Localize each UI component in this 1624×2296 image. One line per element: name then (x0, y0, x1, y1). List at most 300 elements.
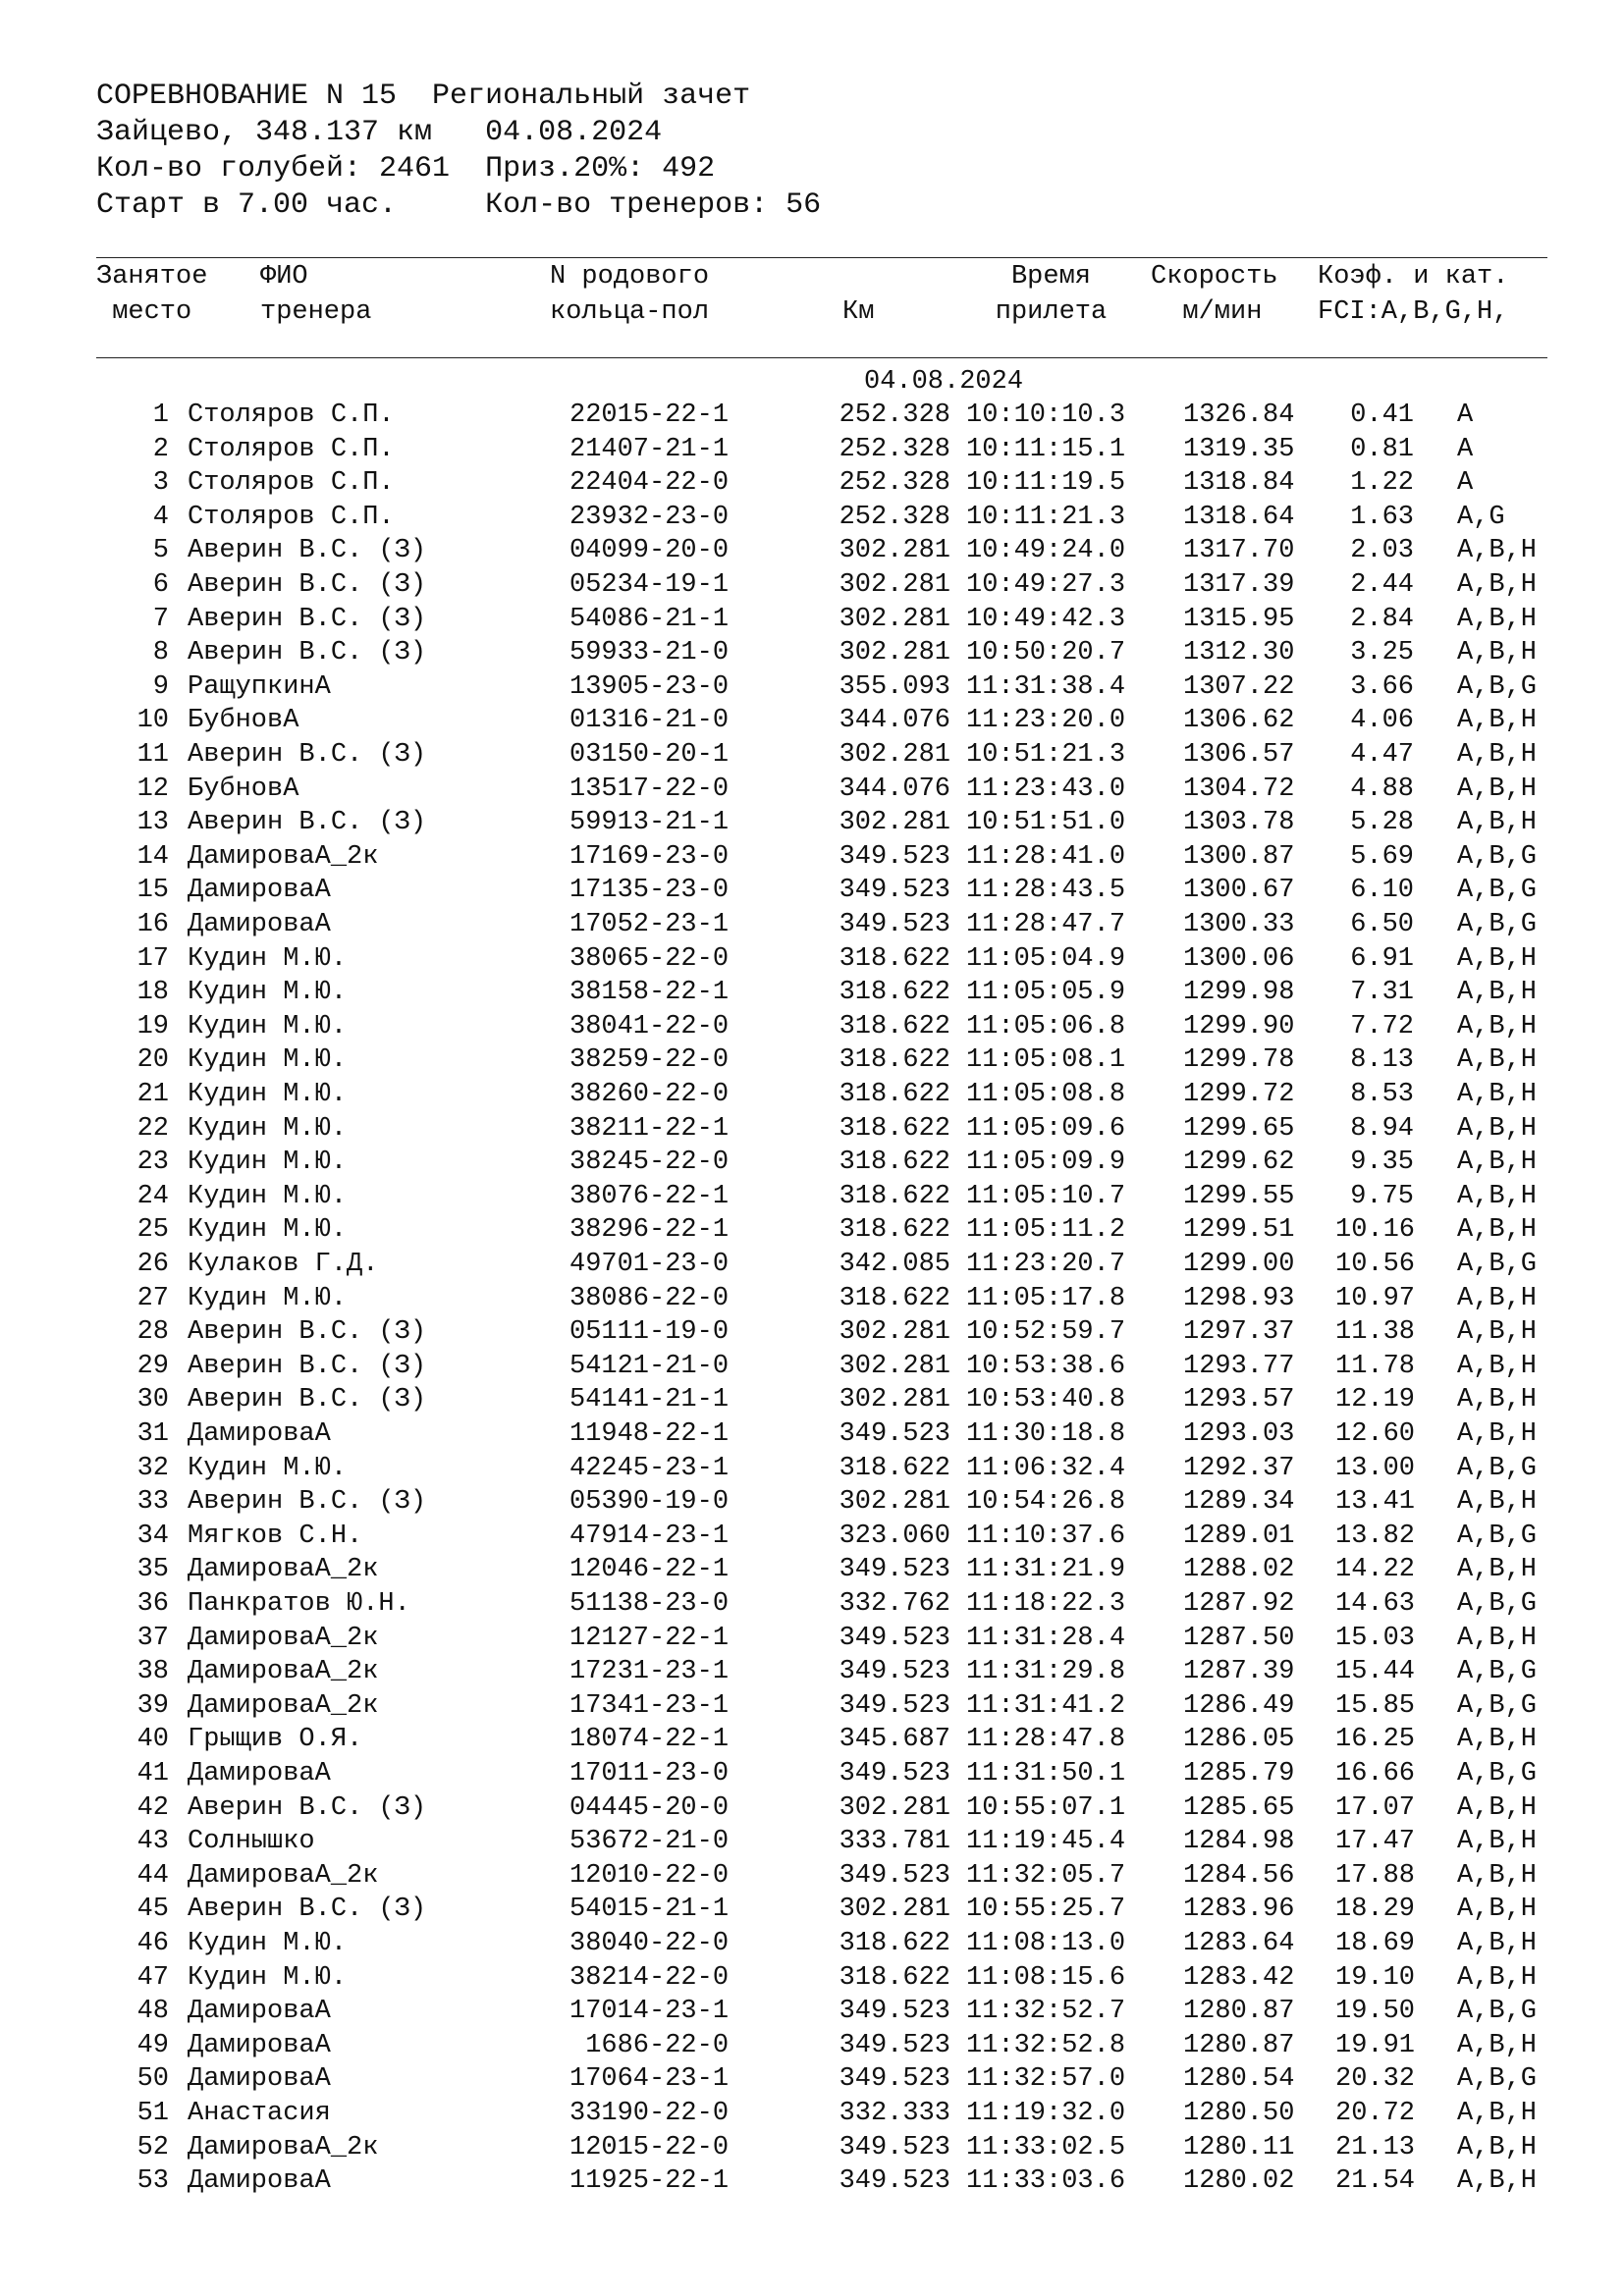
cell-place: 6 (152, 570, 169, 600)
cell-name: ДамироваА_2к (188, 1690, 379, 1721)
cell-km: 349.523 (839, 1690, 950, 1721)
cell-speed: 1303.78 (1183, 808, 1295, 838)
cell-speed: 1283.64 (1183, 1929, 1295, 1958)
cell-speed: 1300.67 (1183, 876, 1295, 906)
table-row (0, 399, 1624, 433)
table-row (0, 704, 1624, 738)
cell-km: 302.281 (839, 740, 950, 770)
table-row (0, 1180, 1624, 1214)
cell-coef: 14.22 (1335, 1555, 1416, 1585)
cell-place: 27 (136, 1283, 169, 1313)
cell-time: 11:08:13.0 (966, 1929, 1126, 1958)
cell-ring: 11948-22-1 (569, 1419, 730, 1449)
cell-coef: 7.31 (1350, 978, 1414, 1008)
cell-cat: A,B,G (1457, 910, 1538, 939)
top-rule (96, 257, 1547, 258)
cell-time: 10:54:26.8 (966, 1487, 1126, 1518)
cell-time: 11:31:28.4 (966, 1623, 1126, 1653)
cell-cat: A,B,H (1457, 774, 1538, 804)
cell-km: 302.281 (839, 1895, 950, 1925)
cell-place: 47 (136, 1962, 169, 1993)
table-row (0, 670, 1624, 705)
cell-place: 48 (136, 1997, 169, 2027)
cell-place: 22 (136, 1113, 169, 1144)
cell-place: 25 (136, 1215, 169, 1246)
cell-speed: 1306.57 (1183, 740, 1295, 770)
cell-place: 44 (136, 1860, 169, 1891)
cell-speed: 1299.65 (1183, 1113, 1295, 1144)
table-row (0, 1520, 1624, 1554)
cell-name: Столяров С.П. (188, 502, 395, 532)
cell-speed: 1299.90 (1183, 1011, 1295, 1041)
cell-coef: 19.91 (1335, 2030, 1416, 2060)
cell-coef: 4.47 (1350, 740, 1414, 770)
table-row (0, 773, 1624, 807)
cell-name: Кудин М.Ю. (188, 1011, 348, 1041)
col-coef-header: Коэф. и кат. FCI:A,B,G,H, (1318, 262, 1509, 327)
table-row (0, 1315, 1624, 1350)
cell-time: 11:31:50.1 (966, 1759, 1126, 1789)
cell-name: Аверин В.С. (З) (188, 638, 427, 668)
cell-coef: 11.38 (1335, 1317, 1416, 1348)
cell-place: 40 (136, 1725, 169, 1755)
cell-place: 52 (136, 2132, 169, 2163)
cell-km: 349.523 (839, 1860, 950, 1891)
cell-km: 302.281 (839, 604, 950, 634)
cell-time: 11:06:32.4 (966, 1453, 1126, 1483)
cell-cat: A,B,H (1457, 1860, 1538, 1891)
cell-coef: 6.91 (1350, 943, 1414, 974)
cell-speed: 1300.06 (1183, 943, 1295, 974)
cell-name: Кулаков Г.Д. (188, 1250, 379, 1279)
cell-place: 24 (136, 1181, 169, 1211)
cell-km: 302.281 (839, 638, 950, 668)
cell-ring: 17052-23-1 (569, 910, 730, 939)
cell-place: 17 (136, 943, 169, 974)
cell-time: 11:23:20.7 (966, 1250, 1126, 1279)
pigeon-count-line: Кол-во голубей: 2461 Приз.20%: 492 (96, 152, 716, 186)
table-row (0, 1791, 1624, 1826)
cell-time: 10:49:27.3 (966, 570, 1126, 600)
cell-time: 11:05:17.8 (966, 1283, 1126, 1313)
cell-coef: 12.60 (1335, 1419, 1416, 1449)
cell-speed: 1286.49 (1183, 1690, 1295, 1721)
cell-km: 349.523 (839, 2166, 950, 2197)
cell-place: 2 (152, 434, 169, 464)
cell-speed: 1287.39 (1183, 1657, 1295, 1687)
cell-ring: 33190-22-0 (569, 2099, 730, 2128)
cell-cat: A,B,H (1457, 2132, 1538, 2163)
table-row (0, 1485, 1624, 1520)
table-row (0, 1146, 1624, 1180)
cell-name: Кудин М.Ю. (188, 978, 348, 1008)
cell-speed: 1319.35 (1183, 434, 1295, 464)
cell-km: 349.523 (839, 1555, 950, 1585)
cell-km: 349.523 (839, 1419, 950, 1449)
cell-km: 318.622 (839, 1148, 950, 1178)
cell-place: 23 (136, 1148, 169, 1178)
cell-place: 5 (152, 536, 169, 566)
col-speed-header: Скорость м/мин (1151, 262, 1278, 327)
cell-coef: 16.25 (1335, 1725, 1416, 1755)
cell-cat: A,B,H (1457, 1351, 1538, 1381)
cell-ring: 04099-20-0 (569, 536, 730, 566)
cell-cat: A,B,H (1457, 1929, 1538, 1958)
cell-coef: 5.69 (1350, 841, 1414, 872)
cell-speed: 1299.72 (1183, 1080, 1295, 1109)
cell-place: 53 (136, 2166, 169, 2197)
cell-time: 11:05:08.1 (966, 1045, 1126, 1076)
cell-coef: 3.66 (1350, 671, 1414, 702)
cell-place: 4 (152, 502, 169, 532)
cell-coef: 2.03 (1350, 536, 1414, 566)
cell-place: 34 (136, 1521, 169, 1551)
table-row (0, 466, 1624, 501)
cell-ring: 12010-22-0 (569, 1860, 730, 1891)
cell-place: 29 (136, 1351, 169, 1381)
cell-coef: 5.28 (1350, 808, 1414, 838)
table-row (0, 603, 1624, 637)
race-date: 04.08.2024 (864, 367, 1024, 397)
table-row (0, 1350, 1624, 1384)
cell-name: ДамироваА (188, 2064, 331, 2095)
cell-cat: A,B,H (1457, 2099, 1538, 2128)
cell-speed: 1299.55 (1183, 1181, 1295, 1211)
cell-place: 21 (136, 1080, 169, 1109)
cell-name: ДамироваА_2к (188, 1657, 379, 1687)
cell-ring: 38040-22-0 (569, 1929, 730, 1958)
cell-coef: 12.19 (1335, 1385, 1416, 1415)
cell-name: Кудин М.Ю. (188, 943, 348, 974)
cell-speed: 1317.70 (1183, 536, 1295, 566)
table-row (0, 1622, 1624, 1656)
cell-speed: 1306.62 (1183, 706, 1295, 736)
table-row (0, 840, 1624, 875)
table-row (0, 2097, 1624, 2131)
cell-ring: 12015-22-0 (569, 2132, 730, 2163)
cell-coef: 17.88 (1335, 1860, 1416, 1891)
table-row (0, 2164, 1624, 2199)
cell-speed: 1318.64 (1183, 502, 1295, 532)
cell-coef: 7.72 (1350, 1011, 1414, 1041)
cell-coef: 17.07 (1335, 1792, 1416, 1823)
cell-place: 35 (136, 1555, 169, 1585)
cell-km: 302.281 (839, 1317, 950, 1348)
col-time-header: Время прилета (995, 262, 1108, 327)
table-row (0, 636, 1624, 670)
cell-name: Кудин М.Ю. (188, 1113, 348, 1144)
cell-name: ДамироваА (188, 1759, 331, 1789)
cell-km: 318.622 (839, 943, 950, 974)
cell-km: 349.523 (839, 1657, 950, 1687)
cell-km: 302.281 (839, 1792, 950, 1823)
table-row (0, 1282, 1624, 1316)
cell-name: ДамироваА (188, 1419, 331, 1449)
cell-time: 10:10:10.3 (966, 400, 1126, 430)
cell-place: 49 (136, 2030, 169, 2060)
cell-ring: 38214-22-0 (569, 1962, 730, 1993)
cell-cat: A,B,G (1457, 876, 1538, 906)
cell-coef: 19.10 (1335, 1962, 1416, 1993)
cell-km: 349.523 (839, 1759, 950, 1789)
cell-speed: 1299.00 (1183, 1250, 1295, 1279)
cell-km: 318.622 (839, 1113, 950, 1144)
cell-place: 18 (136, 978, 169, 1008)
release-point-line: Зайцево, 348.137 км 04.08.2024 (96, 116, 663, 149)
col-name-header: ФИО тренера (260, 262, 372, 327)
cell-time: 10:55:25.7 (966, 1895, 1126, 1925)
cell-speed: 1283.96 (1183, 1895, 1295, 1925)
cell-cat: A,B,H (1457, 1385, 1538, 1415)
cell-place: 41 (136, 1759, 169, 1789)
cell-name: ДамироваА (188, 2166, 331, 2197)
cell-coef: 10.16 (1335, 1215, 1416, 1246)
cell-speed: 1292.37 (1183, 1453, 1295, 1483)
cell-km: 349.523 (839, 1623, 950, 1653)
cell-time: 11:05:04.9 (966, 943, 1126, 974)
cell-ring: 38076-22-1 (569, 1181, 730, 1211)
cell-place: 43 (136, 1827, 169, 1857)
cell-coef: 8.13 (1350, 1045, 1414, 1076)
cell-ring: 05390-19-0 (569, 1487, 730, 1518)
cell-km: 318.622 (839, 1080, 950, 1109)
cell-ring: 53672-21-0 (569, 1827, 730, 1857)
cell-time: 11:33:03.6 (966, 2166, 1126, 2197)
table-row (0, 1383, 1624, 1417)
table-row (0, 1043, 1624, 1078)
cell-coef: 15.03 (1335, 1623, 1416, 1653)
cell-ring: 17011-23-0 (569, 1759, 730, 1789)
cell-speed: 1289.01 (1183, 1521, 1295, 1551)
competition-title: СОРЕВНОВАНИЕ N 15 Региональный зачет (96, 80, 751, 113)
cell-ring: 38260-22-0 (569, 1080, 730, 1109)
cell-place: 15 (136, 876, 169, 906)
cell-name: Грыщив О.Я. (188, 1725, 363, 1755)
cell-coef: 18.69 (1335, 1929, 1416, 1958)
cell-ring: 51138-23-0 (569, 1589, 730, 1619)
col-place-header: Занятое место (96, 262, 208, 327)
cell-coef: 2.84 (1350, 604, 1414, 634)
cell-ring: 01316-21-0 (569, 706, 730, 736)
cell-speed: 1284.56 (1183, 1860, 1295, 1891)
cell-speed: 1285.79 (1183, 1759, 1295, 1789)
cell-ring: 54086-21-1 (569, 604, 730, 634)
cell-speed: 1298.93 (1183, 1283, 1295, 1313)
cell-ring: 17014-23-1 (569, 1997, 730, 2027)
cell-km: 349.523 (839, 876, 950, 906)
cell-cat: A,G (1457, 502, 1505, 532)
table-row (0, 1452, 1624, 1486)
cell-name: Аверин В.С. (З) (188, 1487, 427, 1518)
cell-time: 11:30:18.8 (966, 1419, 1126, 1449)
cell-cat: A (1457, 468, 1474, 499)
table-row (0, 806, 1624, 840)
table-row (0, 738, 1624, 773)
cell-coef: 13.41 (1335, 1487, 1416, 1518)
table-row (0, 1689, 1624, 1724)
col-km-header: Км (842, 297, 875, 327)
cell-km: 345.687 (839, 1725, 950, 1755)
cell-speed: 1280.50 (1183, 2099, 1295, 2128)
cell-ring: 05111-19-0 (569, 1317, 730, 1348)
cell-coef: 20.72 (1335, 2099, 1416, 2128)
cell-coef: 4.88 (1350, 774, 1414, 804)
cell-place: 3 (152, 468, 169, 499)
cell-speed: 1299.78 (1183, 1045, 1295, 1076)
cell-place: 16 (136, 910, 169, 939)
cell-ring: 11925-22-1 (569, 2166, 730, 2197)
cell-km: 355.093 (839, 671, 950, 702)
cell-km: 302.281 (839, 1351, 950, 1381)
table-row (0, 1213, 1624, 1248)
cell-ring: 54015-21-1 (569, 1895, 730, 1925)
cell-km: 252.328 (839, 434, 950, 464)
cell-speed: 1280.87 (1183, 2030, 1295, 2060)
cell-name: БубновА (188, 774, 299, 804)
cell-coef: 15.44 (1335, 1657, 1416, 1687)
cell-place: 13 (136, 808, 169, 838)
cell-name: Кудин М.Ю. (188, 1283, 348, 1313)
cell-time: 11:28:41.0 (966, 841, 1126, 872)
cell-name: Аверин В.С. (З) (188, 604, 427, 634)
cell-place: 31 (136, 1419, 169, 1449)
cell-time: 10:52:59.7 (966, 1317, 1126, 1348)
cell-km: 349.523 (839, 841, 950, 872)
cell-time: 11:23:43.0 (966, 774, 1126, 804)
cell-time: 11:28:47.7 (966, 910, 1126, 939)
cell-speed: 1284.98 (1183, 1827, 1295, 1857)
cell-place: 30 (136, 1385, 169, 1415)
cell-time: 11:32:52.8 (966, 2030, 1126, 2060)
cell-coef: 10.97 (1335, 1283, 1416, 1313)
cell-name: Аверин В.С. (З) (188, 1317, 427, 1348)
cell-km: 302.281 (839, 536, 950, 566)
cell-coef: 19.50 (1335, 1997, 1416, 2027)
cell-ring: 59933-21-0 (569, 638, 730, 668)
cell-cat: A,B,G (1457, 1657, 1538, 1687)
cell-speed: 1280.54 (1183, 2064, 1295, 2095)
cell-coef: 2.44 (1350, 570, 1414, 600)
cell-cat: A,B,G (1457, 1997, 1538, 2027)
cell-cat: A,B,H (1457, 1895, 1538, 1925)
cell-ring: 38211-22-1 (569, 1113, 730, 1144)
cell-place: 51 (136, 2099, 169, 2128)
cell-km: 349.523 (839, 1997, 950, 2027)
cell-place: 20 (136, 1045, 169, 1076)
cell-time: 11:05:11.2 (966, 1215, 1126, 1246)
cell-place: 11 (136, 740, 169, 770)
table-row (0, 534, 1624, 568)
cell-cat: A,B,G (1457, 1690, 1538, 1721)
cell-place: 7 (152, 604, 169, 634)
cell-coef: 8.53 (1350, 1080, 1414, 1109)
cell-coef: 21.13 (1335, 2132, 1416, 2163)
cell-time: 11:32:57.0 (966, 2064, 1126, 2095)
table-row (0, 1825, 1624, 1859)
cell-place: 19 (136, 1011, 169, 1041)
cell-coef: 13.00 (1335, 1453, 1416, 1483)
cell-name: ДамироваА (188, 1997, 331, 2027)
cell-speed: 1287.50 (1183, 1623, 1295, 1653)
cell-time: 11:05:06.8 (966, 1011, 1126, 1041)
table-row (0, 2029, 1624, 2063)
cell-time: 11:28:43.5 (966, 876, 1126, 906)
cell-name: Кудин М.Ю. (188, 1453, 348, 1483)
cell-ring: 38086-22-0 (569, 1283, 730, 1313)
cell-place: 32 (136, 1453, 169, 1483)
cell-ring: 38296-22-1 (569, 1215, 730, 1246)
cell-name: ДамироваА_2к (188, 841, 379, 872)
cell-km: 318.622 (839, 1962, 950, 1993)
cell-place: 12 (136, 774, 169, 804)
cell-time: 10:53:40.8 (966, 1385, 1126, 1415)
cell-cat: A,B,H (1457, 1148, 1538, 1178)
cell-time: 11:08:15.6 (966, 1962, 1126, 1993)
table-row (0, 1417, 1624, 1452)
table-row (0, 568, 1624, 603)
header-rule (96, 357, 1547, 358)
cell-speed: 1299.62 (1183, 1148, 1295, 1178)
cell-ring: 12127-22-1 (569, 1623, 730, 1653)
start-time-line: Старт в 7.00 час. Кол-во тренеров: 56 (96, 188, 822, 222)
cell-km: 252.328 (839, 468, 950, 499)
cell-time: 10:51:21.3 (966, 740, 1126, 770)
cell-coef: 1.63 (1350, 502, 1414, 532)
cell-coef: 10.56 (1335, 1250, 1416, 1279)
cell-time: 10:11:21.3 (966, 502, 1126, 532)
cell-ring: 13905-23-0 (569, 671, 730, 702)
cell-cat: A,B,G (1457, 1759, 1538, 1789)
table-row (0, 433, 1624, 467)
cell-time: 11:05:10.7 (966, 1181, 1126, 1211)
cell-name: Аверин В.С. (З) (188, 570, 427, 600)
cell-time: 10:11:19.5 (966, 468, 1126, 499)
cell-cat: A,B,H (1457, 1317, 1538, 1348)
table-row (0, 1078, 1624, 1112)
cell-time: 11:28:47.8 (966, 1725, 1126, 1755)
cell-ring: 59913-21-1 (569, 808, 730, 838)
cell-cat: A,B,H (1457, 1555, 1538, 1585)
cell-name: Кудин М.Ю. (188, 1080, 348, 1109)
cell-ring: 1686-22-0 (569, 2030, 730, 2060)
cell-name: Аверин В.С. (З) (188, 808, 427, 838)
cell-cat: A,B,H (1457, 1792, 1538, 1823)
cell-km: 332.762 (839, 1589, 950, 1619)
cell-km: 344.076 (839, 774, 950, 804)
cell-speed: 1326.84 (1183, 400, 1295, 430)
cell-name: Кудин М.Ю. (188, 1962, 348, 1993)
cell-time: 11:05:08.8 (966, 1080, 1126, 1109)
cell-name: ДамироваА (188, 2030, 331, 2060)
table-row (0, 501, 1624, 535)
cell-coef: 17.47 (1335, 1827, 1416, 1857)
cell-name: Анастасия (188, 2099, 331, 2128)
cell-speed: 1300.33 (1183, 910, 1295, 939)
cell-cat: A,B,G (1457, 1521, 1538, 1551)
cell-name: Кудин М.Ю. (188, 1215, 348, 1246)
cell-ring: 49701-23-0 (569, 1250, 730, 1279)
cell-km: 342.085 (839, 1250, 950, 1279)
cell-speed: 1297.37 (1183, 1317, 1295, 1348)
cell-place: 1 (152, 400, 169, 430)
cell-cat: A,B,H (1457, 638, 1538, 668)
cell-ring: 05234-19-1 (569, 570, 730, 600)
cell-ring: 12046-22-1 (569, 1555, 730, 1585)
cell-speed: 1293.57 (1183, 1385, 1295, 1415)
cell-coef: 16.66 (1335, 1759, 1416, 1789)
cell-time: 11:23:20.0 (966, 706, 1126, 736)
cell-km: 344.076 (839, 706, 950, 736)
